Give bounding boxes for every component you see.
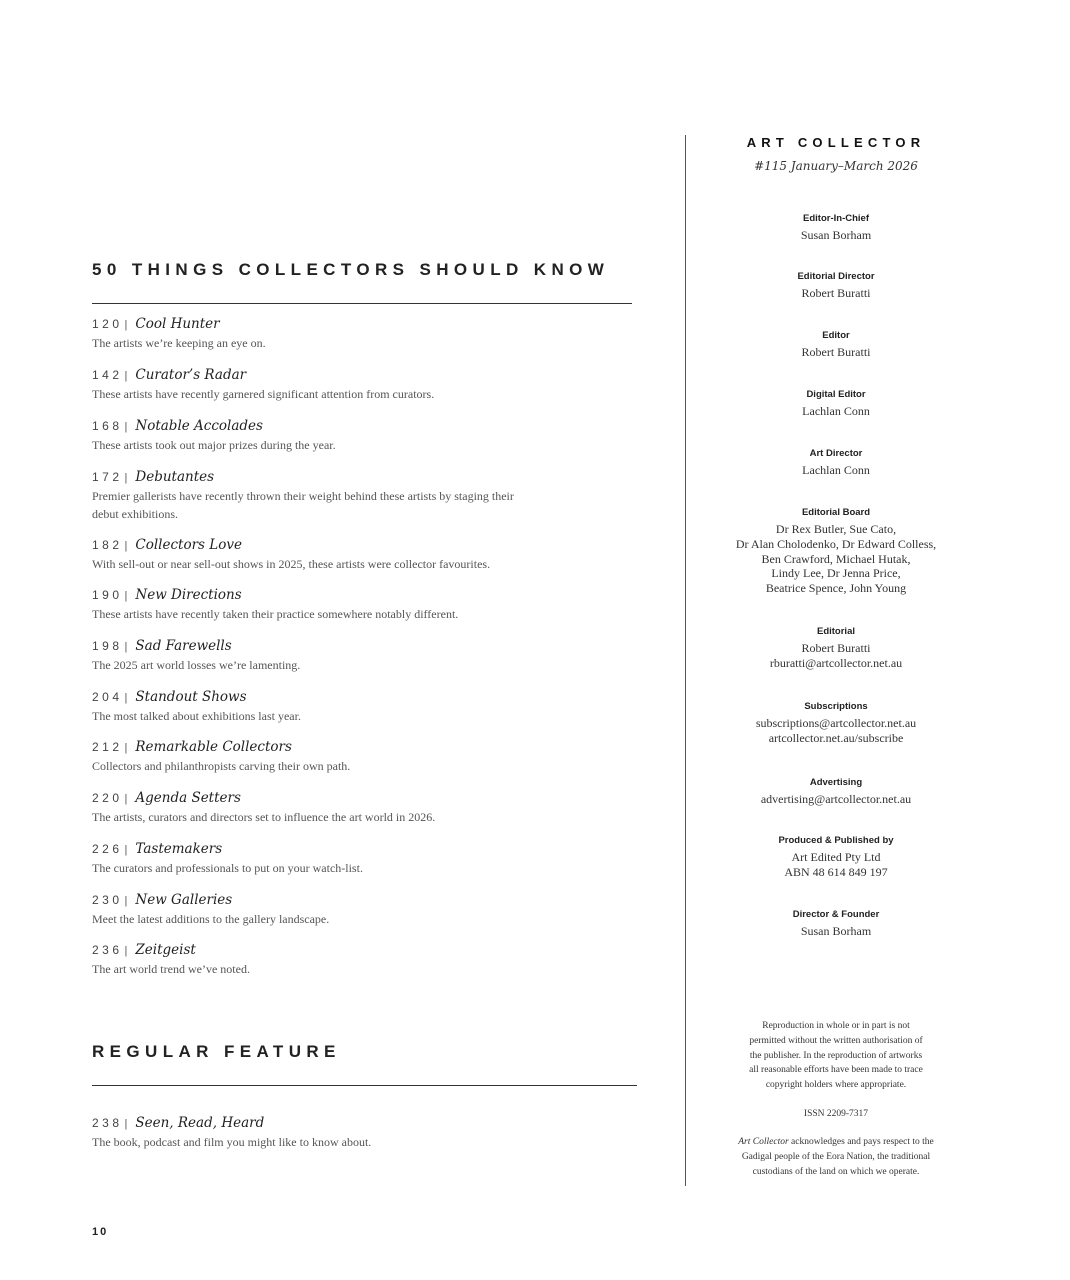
credit-name: Lachlan Conn xyxy=(802,404,870,418)
credit-name: Lindy Lee, Dr Jenna Price, xyxy=(771,566,901,581)
credit-role: Editorial Board xyxy=(801,507,871,518)
entry-description: With sell-out or near sell-out shows in 2025, these artists were collector favourites. xyxy=(92,557,491,571)
credit-name: ABN 48 614 849 197 xyxy=(784,864,888,879)
entry-title: Standout Shows xyxy=(135,689,247,705)
entry-page-number: 172 xyxy=(92,470,123,484)
entry-title: Notable Accolades xyxy=(135,418,263,434)
entry-page-number: 198 xyxy=(92,639,123,653)
credit-name: rburatti@artcollector.net.au xyxy=(769,655,903,670)
entry-description: These artists have recently taken their practice somewhere notably different. xyxy=(92,607,459,621)
contents-entry[interactable] xyxy=(92,316,532,353)
entry-separator: | xyxy=(124,1118,128,1130)
section-rule xyxy=(92,1085,637,1086)
page-folio: 10 xyxy=(92,1226,109,1238)
credit-role: Art Director xyxy=(809,448,863,459)
contents-entry[interactable] xyxy=(92,638,532,675)
credit-block xyxy=(706,389,966,419)
credit-name: Robert Buratti xyxy=(801,286,871,300)
entry-page-number: 230 xyxy=(92,893,123,907)
credit-role: Subscriptions xyxy=(804,701,868,712)
entry-description: The most talked about exhibitions last year. xyxy=(92,709,301,723)
credit-block xyxy=(706,271,966,301)
contents-entry[interactable] xyxy=(92,841,532,878)
entry-page-number: 220 xyxy=(92,791,123,805)
entry-title: Debutantes xyxy=(135,469,215,485)
entry-description: These artists took out major prizes during the year. xyxy=(92,438,336,452)
entry-description: The artists, curators and directors set to influence the art world in 2026. xyxy=(92,810,436,824)
entry-separator: | xyxy=(124,540,128,552)
entry-title: Sad Farewells xyxy=(135,638,232,654)
credit-block xyxy=(706,330,966,360)
reproduction-line: copyright holders where appropriate. xyxy=(765,1080,907,1091)
entry-separator: | xyxy=(124,945,128,957)
contents-entry[interactable] xyxy=(92,689,532,726)
contents-entry[interactable] xyxy=(92,418,532,455)
credit-role: Editorial xyxy=(816,626,855,637)
credit-name: subscriptions@artcollector.net.au xyxy=(755,716,917,730)
entry-title: Remarkable Collectors xyxy=(135,739,292,755)
entry-description: The book, podcast and film you might like to know about. xyxy=(92,1135,372,1149)
entry-title: Curator’s Radar xyxy=(135,367,247,383)
entry-description: Meet the latest additions to the gallery landscape. xyxy=(92,912,330,926)
credit-name: Art Edited Pty Ltd xyxy=(791,850,881,864)
entry-title: Agenda Setters xyxy=(135,790,241,806)
ack-publication-name: Art Collector xyxy=(738,1137,789,1147)
reproduction-line: Reproduction in whole or in part is not xyxy=(762,1021,910,1031)
entry-description: The curators and professionals to put on your watch-list. xyxy=(92,861,363,875)
entry-page-number: 142 xyxy=(92,368,123,382)
issn: ISSN 2209-7317 xyxy=(803,1109,869,1119)
credit-name: Ben Crawford, Michael Hutak, xyxy=(761,551,911,566)
entry-separator: | xyxy=(124,641,128,653)
ack-line: acknowledges and pays respect to the xyxy=(788,1137,934,1147)
entry-page-number: 226 xyxy=(92,842,123,856)
credit-role: Editor-In-Chief xyxy=(803,213,869,224)
credit-name: Robert Buratti xyxy=(801,641,871,655)
credit-block xyxy=(706,777,966,807)
credit-name: advertising@artcollector.net.au xyxy=(760,792,912,806)
contents-entry[interactable] xyxy=(92,367,532,404)
entry-description: Collectors and philanthropists carving their own path. xyxy=(92,759,351,773)
entry-separator: | xyxy=(124,844,128,856)
credit-block xyxy=(706,448,966,478)
section-title-regular-feature: REGULAR FEATURE xyxy=(92,1042,341,1061)
reproduction-line: the publisher. In the reproduction of artworks xyxy=(749,1050,923,1061)
credit-name: Dr Alan Cholodenko, Dr Edward Colless, xyxy=(735,536,937,551)
credit-role: Digital Editor xyxy=(806,389,866,400)
entry-description: Premier gallerists have recently thrown their weight behind these artists by staging their debut exhibitions. xyxy=(92,489,514,521)
entry-description: The 2025 art world losses we’re lamenting. xyxy=(92,658,301,672)
contents-entry[interactable] xyxy=(92,587,532,624)
contents-entry[interactable] xyxy=(92,739,532,776)
entry-separator: | xyxy=(124,742,128,754)
credit-block xyxy=(706,701,966,746)
entry-separator: | xyxy=(124,370,128,382)
reproduction-notice xyxy=(706,1019,966,1093)
credit-name: Robert Buratti xyxy=(801,345,871,359)
contents-entry[interactable] xyxy=(92,790,532,827)
entry-separator: | xyxy=(124,692,128,704)
credit-role: Director & Founder xyxy=(792,909,880,920)
entry-title: Collectors Love xyxy=(135,537,242,553)
entry-page-number: 190 xyxy=(92,588,123,602)
contents-entry[interactable] xyxy=(92,892,532,929)
credit-block xyxy=(706,909,966,939)
contents-entry[interactable] xyxy=(92,469,532,523)
entry-description: These artists have recently garnered significant attention from curators. xyxy=(92,387,435,401)
credit-block xyxy=(706,507,966,596)
magazine-title: ART COLLECTOR xyxy=(746,135,926,150)
contents-entry[interactable] xyxy=(92,1115,532,1152)
entry-description: The art world trend we’ve noted. xyxy=(92,962,250,976)
entry-separator: | xyxy=(124,319,128,331)
entry-title: New Directions xyxy=(135,587,242,603)
contents-entry[interactable] xyxy=(92,942,532,979)
entry-page-number: 238 xyxy=(92,1116,123,1130)
entry-separator: | xyxy=(124,895,128,907)
contents-entry[interactable] xyxy=(92,537,532,574)
entry-description: The artists we’re keeping an eye on. xyxy=(92,336,266,350)
section-rule xyxy=(92,303,632,304)
credit-role: Editor xyxy=(822,330,850,341)
entry-title: Seen, Read, Heard xyxy=(135,1115,265,1131)
credit-name: Susan Borham xyxy=(800,228,872,242)
ack-line: Gadigal people of the Eora Nation, the traditional xyxy=(741,1151,931,1162)
entry-page-number: 168 xyxy=(92,419,123,433)
credit-block xyxy=(706,213,966,243)
entry-separator: | xyxy=(124,793,128,805)
reproduction-line: all reasonable efforts have been made to trace xyxy=(749,1065,923,1076)
entry-page-number: 182 xyxy=(92,538,123,552)
issue-label: #115 January–March 2026 xyxy=(754,159,918,173)
entry-separator: | xyxy=(124,472,128,484)
entry-title: Cool Hunter xyxy=(135,316,220,332)
section-title-50-things: 50 THINGS COLLECTORS SHOULD KNOW xyxy=(92,260,610,279)
credit-name: Beatrice Spence, John Young xyxy=(765,581,907,596)
ack-line: custodians of the land on which we operate. xyxy=(752,1166,920,1177)
entry-title: Zeitgeist xyxy=(135,942,196,958)
entry-page-number: 204 xyxy=(92,690,123,704)
column-divider xyxy=(685,135,686,1186)
entry-separator: | xyxy=(124,421,128,433)
credit-role: Advertising xyxy=(809,777,863,788)
credit-name: artcollector.net.au/subscribe xyxy=(768,730,904,745)
credit-name: Dr Rex Butler, Sue Cato, xyxy=(775,522,897,536)
entry-title: New Galleries xyxy=(135,892,233,908)
entry-title: Tastemakers xyxy=(135,841,223,857)
entry-page-number: 120 xyxy=(92,317,123,331)
reproduction-line: permitted without the written authorisation of xyxy=(749,1035,923,1046)
entry-page-number: 236 xyxy=(92,943,123,957)
credit-block xyxy=(706,626,966,671)
credit-role: Editorial Director xyxy=(797,271,875,282)
credit-name: Lachlan Conn xyxy=(802,463,870,477)
acknowledgement xyxy=(706,1135,966,1179)
credit-role: Produced & Published by xyxy=(778,835,894,846)
credit-name: Susan Borham xyxy=(800,924,872,938)
credit-block xyxy=(706,835,966,880)
entry-page-number: 212 xyxy=(92,740,123,754)
entry-separator: | xyxy=(124,590,128,602)
